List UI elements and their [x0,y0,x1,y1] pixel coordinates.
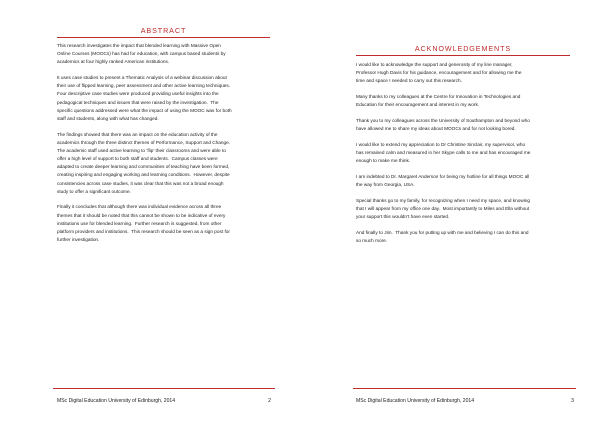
footer-divider [353,388,576,389]
title-divider [57,37,270,38]
text-line: Finally it concludes that although there was individual evidence across all three [57,204,222,210]
title-divider [356,55,570,56]
text-line: platform providers and institutions. This research should be seen as a sign post for [57,228,230,234]
acknowledgement-paragraph-1 [356,61,574,85]
page-number: 3 [571,398,574,404]
text-line: Professor Hugh Davis for his guidance, encouragement and for allowing me the [356,70,522,76]
text-line: have allowed me to share my ideas about MOOCs and for not looking bored. [356,126,516,132]
abstract-paragraph-1 [57,42,273,66]
text-line: consistencies across case studies, it was clear that this was not a broad enough [57,180,224,186]
text-line: study to offer a significant outcome. [57,188,131,194]
text-line: offer a high level of support to both staff and students. Campus classes were [57,156,218,162]
text-line: Education for their encouragement and interest in my work. [356,102,480,108]
acknowledgement-paragraph-2 [356,93,574,109]
footer-university: University of Edinburgh, 2014 [108,398,176,404]
text-line: that I will appear from my office one day. Most importantly to Miles and Ella without [356,206,530,211]
text-line: This research investigates the impact that blended learning with Massive Open [57,43,221,48]
footer-info [356,398,474,405]
footer-divider [53,388,275,389]
text-line: It uses case studies to present a Thematic Analysis of a webinar discussion about [57,75,227,81]
page-number: 2 [268,398,271,404]
text-line: has remained calm and measured in her Skype calls to me and has encouraged me [356,150,531,156]
text-line: The academic staff used active learning to ‘flip’ their classrooms and were able to [57,147,226,153]
text-line: academics through the three distinct themes of Performance, Support and Change. [57,139,231,145]
text-line: time and space I needed to carry out this research. [356,78,462,84]
text-line: And finally to Jim. Thank you for putting up with me and believing I can do this and [356,229,529,235]
text-line: specific questions addressed were what the impact of using the MOOC was for both [57,107,232,113]
text-line: themes that it should be noted that this cannot be shown to be indicative of every [57,212,226,218]
text-line: pedagogical techniques and issues that were raised by the investigation. The [57,99,219,105]
text-line: enough to make me think. [356,158,411,164]
footer-program: MSc Digital Education [57,398,107,404]
text-line: Many thanks to my colleagues at the Centre for Innovation in Technologies and [356,94,521,100]
text-line: I am indebted to Dr. Margaret Anderson for being my hotline for all things MOOC all [356,173,530,179]
acknowledgement-paragraph-6 [356,197,574,221]
abstract-paragraph-3 [57,131,273,196]
text-line: academics at four highly ranked American institutions. [57,59,170,65]
abstract-paragraph-4 [57,203,273,244]
text-line: Thank you to my colleagues across the University of Southampton and beyond who [356,117,530,123]
text-line: Special thanks go to my family, for recognizing when I need my space, and knowing [356,197,531,203]
text-line: I would like to acknowledge the support and generosity of my line manager, [356,62,513,67]
acknowledgement-paragraph-3 [356,117,574,133]
acknowledgement-paragraph-7 [356,229,574,245]
page-acknowledgements [300,0,600,425]
text-line: the way from Georgia, USA. [356,182,415,188]
acknowledgement-paragraph-5 [356,173,574,189]
text-line: institutions use for blended learning. Further research is suggested, from other [57,220,222,226]
page-title: ACKNOWLEDGEMENTS [414,44,512,53]
text-line: your support this wouldn’t have even started. [356,214,450,220]
abstract-paragraph-2 [57,74,273,123]
page-title: ABSTRACT [140,26,187,35]
text-line: I would like to extend my appreciation to Dr Christine Sinclair, my supervisor, who [356,141,526,147]
footer-program: MSc Digital Education [356,398,406,404]
footer-info [57,398,175,405]
acknowledgements-body [356,61,574,253]
text-line: creating inspiring and engaging working and learning conditions. However, despite [57,172,230,178]
abstract-body [57,42,273,252]
text-line: Online Courses (MOOCs) has had for education, with campus based students by [57,51,226,57]
text-line: so much more. [356,238,388,244]
footer-university: University of Edinburgh, 2014 [407,398,475,404]
text-line: staff and students, along with what has changed. [57,115,159,121]
acknowledgement-paragraph-4 [356,141,574,165]
text-line: further investigation. [57,237,100,243]
text-line: their use of flipped learning, peer assessment and other active learning techniques. [57,83,231,89]
text-line: The findings showed that there was an impact on the education activity of the [57,131,218,137]
text-line: Four descriptive case studies were produced providing useful insights into the [57,91,219,97]
text-line: adapted to create deeper learning and communities of teaching have been formed, [57,164,230,170]
